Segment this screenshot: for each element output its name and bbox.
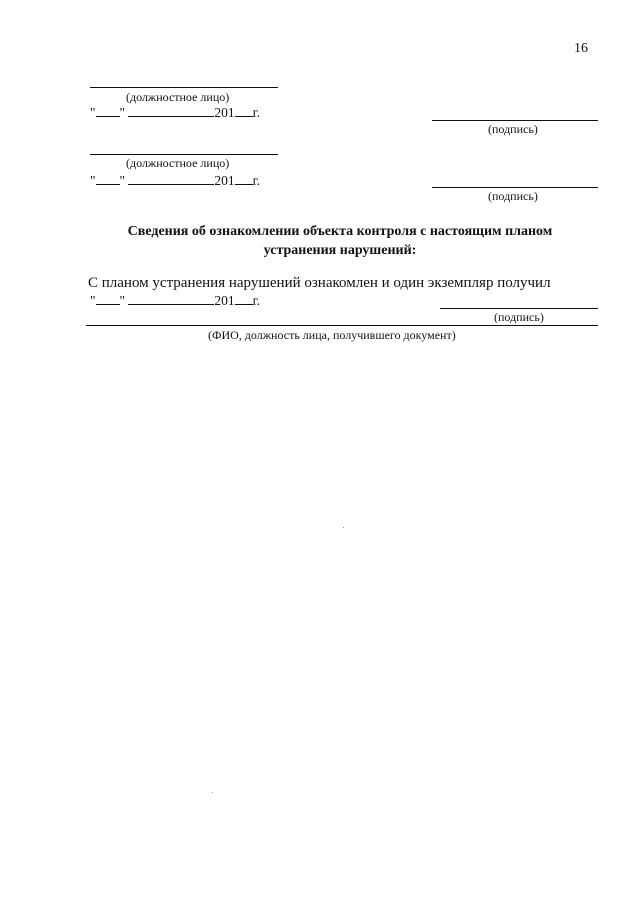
signature-line (432, 120, 598, 121)
acknowledgement-signature-caption: (подпись) (494, 310, 544, 324)
signature-caption: (подпись) (488, 189, 538, 203)
heading-line-2: устранения нарушений: (263, 243, 417, 258)
date-line (90, 104, 260, 121)
acknowledgement-statement: С планом устранения нарушений ознакомлен и один экземпляр получил (88, 275, 551, 291)
date-line (90, 172, 260, 189)
quote-open: " (90, 293, 96, 308)
year-suffix: г. (252, 105, 261, 120)
month-blank (128, 292, 214, 305)
month-blank (128, 104, 214, 117)
quote-close: " (119, 173, 126, 188)
quote-close: " (119, 105, 126, 120)
acknowledgement-heading (60, 222, 620, 260)
scan-speck (212, 792, 213, 793)
year-suffix: г. (252, 293, 261, 308)
year-prefix: 201 (214, 173, 235, 188)
page-number: 16 (574, 41, 588, 56)
signature-line (432, 187, 598, 188)
acknowledgement-date-line (90, 292, 260, 309)
heading-line-1: Сведения об ознакомлении объекта контроля с настоящим планом (127, 224, 553, 239)
day-blank (96, 292, 120, 305)
recipient-line (86, 325, 598, 326)
position-line (90, 154, 278, 155)
position-caption: (должностное лицо) (126, 90, 230, 104)
year-prefix: 201 (214, 293, 235, 308)
signature-caption: (подпись) (488, 122, 538, 136)
year-blank (235, 104, 253, 117)
year-blank (235, 292, 253, 305)
year-blank (235, 172, 253, 185)
position-caption: (должностное лицо) (126, 156, 230, 170)
quote-open: " (90, 105, 96, 120)
year-suffix: г. (252, 173, 261, 188)
day-blank (96, 172, 120, 185)
recipient-caption: (ФИО, должность лица, получившего документ) (208, 328, 456, 342)
day-blank (96, 104, 120, 117)
scan-speck (343, 527, 344, 528)
quote-close: " (119, 293, 126, 308)
acknowledgement-signature-line (440, 308, 598, 309)
position-line (90, 87, 278, 88)
month-blank (128, 172, 214, 185)
quote-open: " (90, 173, 96, 188)
year-prefix: 201 (214, 105, 235, 120)
